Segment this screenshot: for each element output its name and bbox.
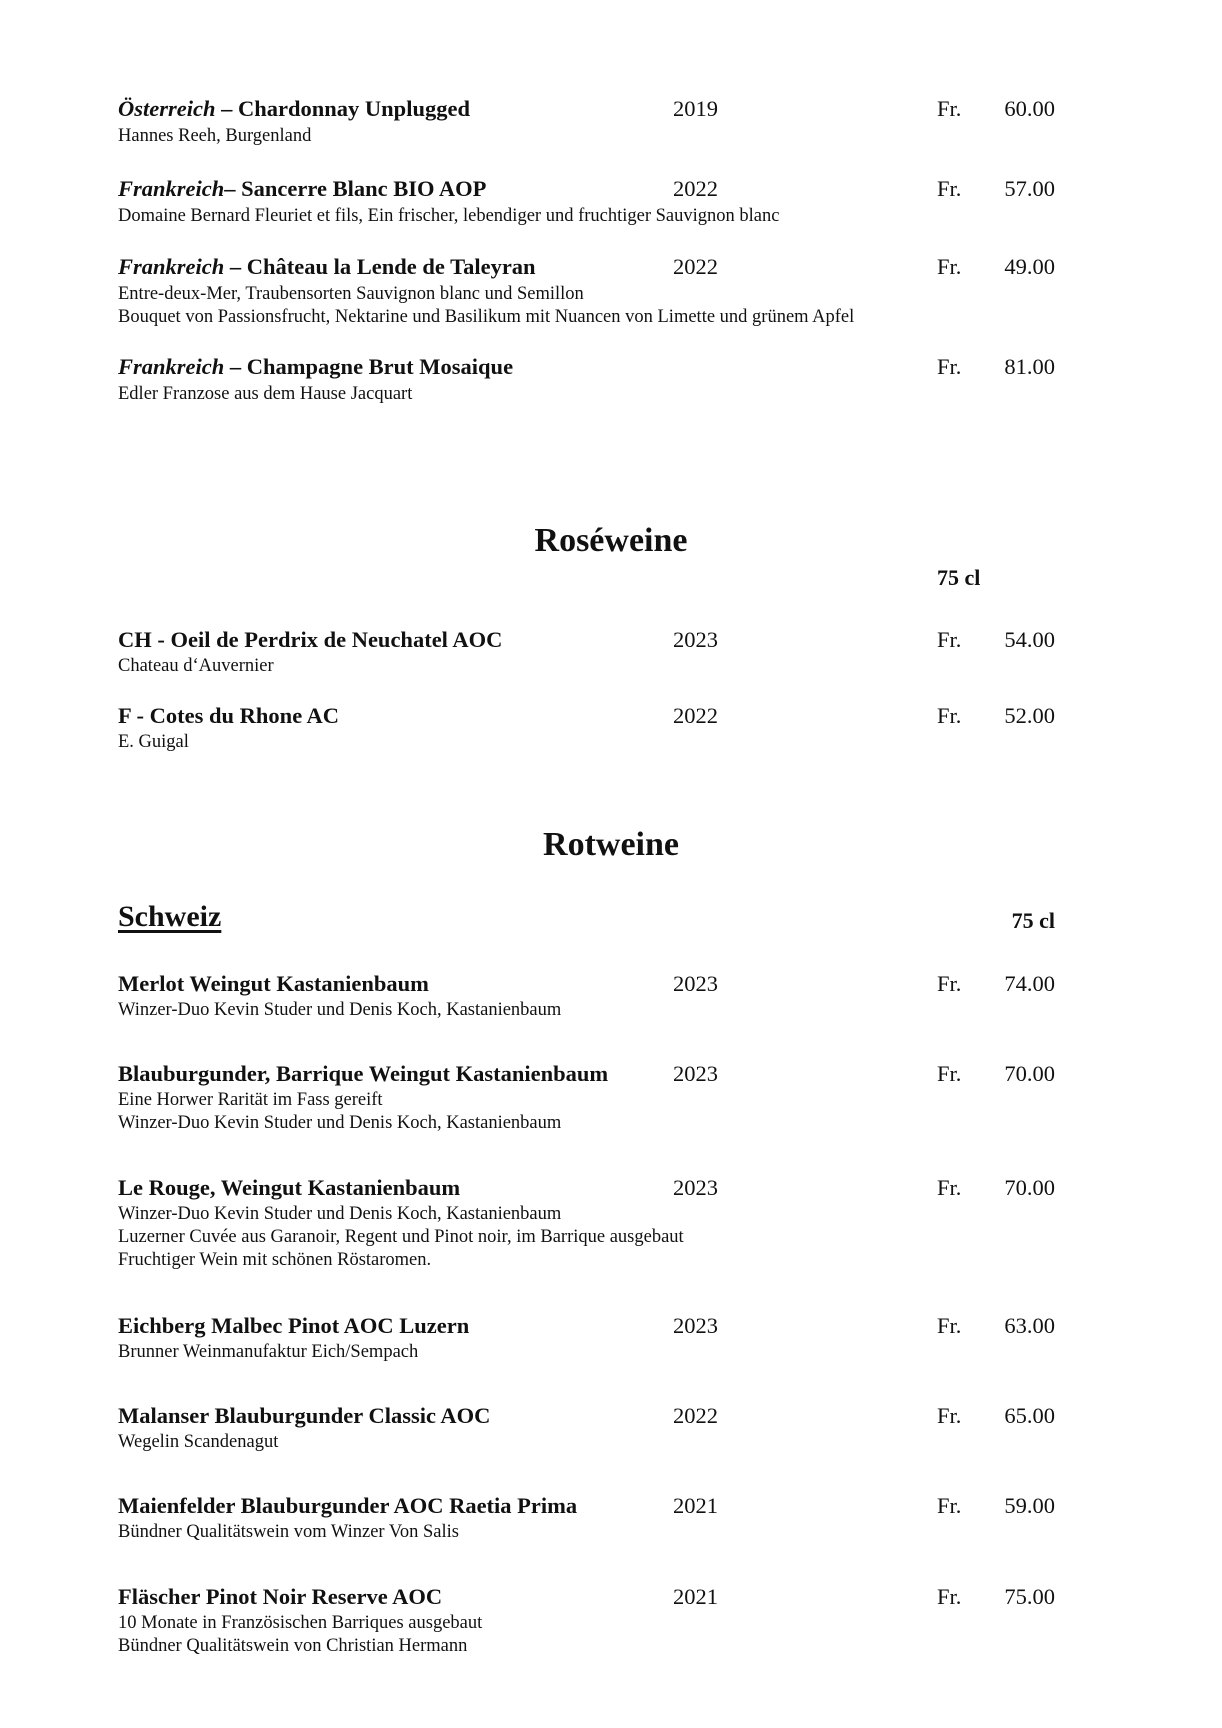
wine-name: Blauburgunder, Barrique Weingut Kastanienbaum [118,1061,609,1086]
price-currency: Fr. [937,354,962,379]
section-title-rose: Roséweine [534,522,688,559]
wine-year: 2022 [673,254,718,279]
volume-label: 75 cl [937,565,981,590]
wine-description: 10 Monate in Französischen Barriques ausgebaut [118,1613,483,1633]
wine-year: 2023 [673,1061,718,1086]
price-currency: Fr. [937,1313,962,1338]
wine-price: 52.00 [1004,703,1055,728]
price-currency: Fr. [937,1403,962,1428]
wine-price: 74.00 [1004,971,1055,996]
wine-description: Wegelin Scandenagut [118,1432,279,1452]
wine-price: 65.00 [1004,1403,1055,1428]
wine-description: Winzer-Duo Kevin Studer und Denis Koch, Kastanienbaum [118,1204,562,1224]
wine-description: E. Guigal [118,732,189,752]
price-currency: Fr. [937,1493,962,1518]
price-currency: Fr. [937,254,962,279]
wine-price: 49.00 [1004,254,1055,279]
wine-country: Frankreich [118,354,225,379]
wine-name: Le Rouge, Weingut Kastanienbaum [118,1175,461,1200]
wine-year: 2023 [673,971,718,996]
wine-name: Österreich – Chardonnay Unplugged [118,96,470,121]
wine-description: Brunner Weinmanufaktur Eich/Sempach [118,1342,419,1362]
wine-description: Hannes Reeh, Burgenland [118,126,312,146]
wine-price: 81.00 [1004,354,1055,379]
wine-year: 2022 [673,703,718,728]
wine-year: 2021 [673,1584,718,1609]
wine-year: 2023 [673,627,718,652]
wine-name: Malanser Blauburgunder Classic AOC [118,1403,491,1428]
volume-label: 75 cl [1011,908,1055,933]
wine-description: Bouquet von Passionsfrucht, Nektarine und Basilikum mit Nuancen von Limette und grünem Apfel [118,307,855,327]
price-currency: Fr. [937,1584,962,1609]
price-currency: Fr. [937,627,962,652]
wine-description: Luzerner Cuvée aus Garanoir, Regent und Pinot noir, im Barrique ausgebaut [118,1227,684,1247]
wine-name: Fläscher Pinot Noir Reserve AOC [118,1584,443,1609]
wine-name: Eichberg Malbec Pinot AOC Luzern [118,1313,470,1338]
wine-name: CH - Oeil de Perdrix de Neuchatel AOC [118,627,503,652]
wine-year: 2022 [673,176,718,201]
wine-description: Entre-deux-Mer, Traubensorten Sauvignon blanc und Semillon [118,284,584,304]
section-title-red: Rotweine [543,826,679,863]
wine-price: 60.00 [1004,96,1055,121]
price-currency: Fr. [937,176,962,201]
wine-price: 57.00 [1004,176,1055,201]
wine-price: 75.00 [1004,1584,1055,1609]
price-currency: Fr. [937,1175,962,1200]
wine-description: Bündner Qualitätswein vom Winzer Von Salis [118,1522,459,1542]
wine-description: Edler Franzose aus dem Hause Jacquart [118,384,413,404]
wine-price: 59.00 [1004,1493,1055,1518]
wine-name: Frankreich – Champagne Brut Mosaique [118,354,514,379]
wine-description: Winzer-Duo Kevin Studer und Denis Koch, Kastanienbaum [118,1000,562,1020]
wine-country: Österreich [118,96,216,121]
price-currency: Fr. [937,1061,962,1086]
wine-year: 2023 [673,1313,718,1338]
wine-price: 63.00 [1004,1313,1055,1338]
wine-description: Winzer-Duo Kevin Studer und Denis Koch, Kastanienbaum [118,1113,562,1133]
wine-year: 2023 [673,1175,718,1200]
wine-price: 70.00 [1004,1061,1055,1086]
wine-name: Maienfelder Blauburgunder AOC Raetia Prima [118,1493,578,1518]
wine-name: Merlot Weingut Kastanienbaum [118,971,429,996]
wine-name: Frankreich – Château la Lende de Taleyran [118,254,536,279]
wine-description: Chateau d‘Auvernier [118,656,274,676]
wine-year: 2021 [673,1493,718,1518]
wine-country: Frankreich [118,176,225,201]
wine-year: 2019 [673,96,718,121]
wine-year: 2022 [673,1403,718,1428]
price-currency: Fr. [937,96,962,121]
wine-price: 70.00 [1004,1175,1055,1200]
price-currency: Fr. [937,703,962,728]
wine-description: Domaine Bernard Fleuriet et fils, Ein frischer, lebendiger und fruchtiger Sauvignon blanc [118,206,780,226]
price-currency: Fr. [937,971,962,996]
wine-description: Fruchtiger Wein mit schönen Röstaromen. [118,1250,432,1270]
wine-name: F - Cotes du Rhone AC [118,703,340,728]
wine-description: Bündner Qualitätswein von Christian Hermann [118,1636,468,1656]
wine-price: 54.00 [1004,627,1055,652]
wine-name: Frankreich– Sancerre Blanc BIO AOP [118,176,487,201]
region-heading: Schweiz [118,900,222,933]
wine-country: Frankreich [118,254,225,279]
wine-description: Eine Horwer Rarität im Fass gereift [118,1090,383,1110]
